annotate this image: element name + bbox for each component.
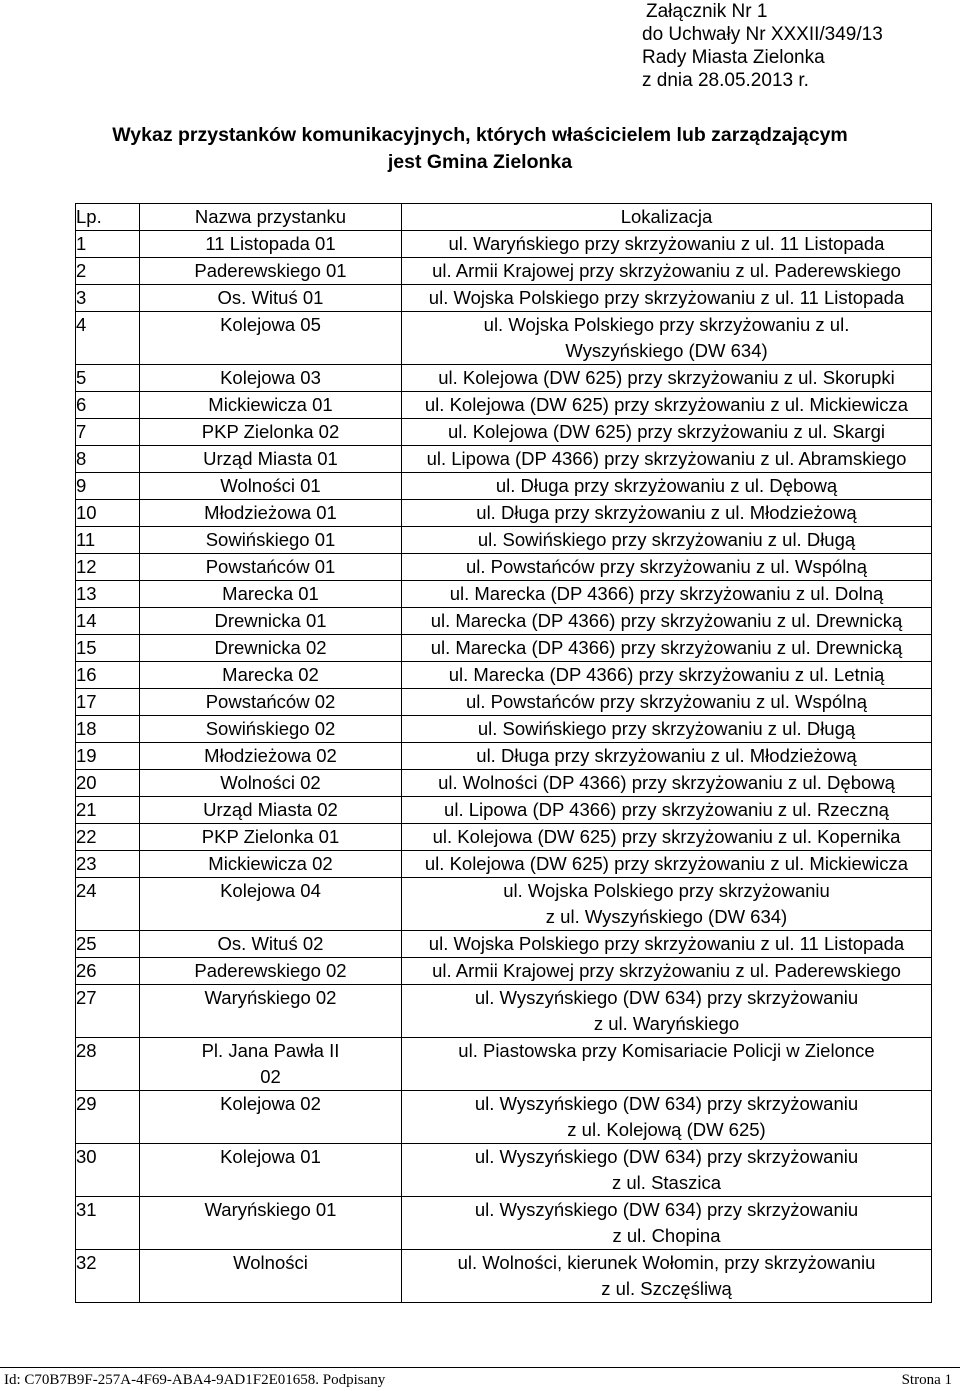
stop-location-line: ul. Powstańców przy skrzyżowaniu z ul. Wspólną [466, 556, 867, 577]
stop-location-line: ul. Kolejowa (DW 625) przy skrzyżowaniu z ul. Skargi [448, 421, 885, 442]
table-row [76, 1091, 932, 1144]
table-row [76, 285, 932, 312]
stop-location-line: z ul. Chopina [612, 1225, 721, 1246]
stop-name [140, 716, 402, 743]
stop-name [140, 635, 402, 662]
stop-location [402, 231, 932, 258]
document-title [40, 122, 920, 176]
stop-name-line: Os. Wituś 01 [217, 287, 324, 308]
table-row [76, 446, 932, 473]
stop-name-line: Kolejowa 04 [220, 880, 321, 901]
table-row [76, 689, 932, 716]
stop-location-line: ul. Kolejowa (DW 625) przy skrzyżowaniu z ul. Mickiewicza [424, 394, 909, 415]
stop-name-line: Os. Wituś 02 [217, 933, 324, 954]
row-number: 23 [76, 851, 140, 878]
table-row [76, 958, 932, 985]
stop-name-line: Marecka 01 [222, 583, 319, 604]
stop-name [140, 446, 402, 473]
row-number: 26 [76, 958, 140, 985]
stop-name-line: Pl. Jana Pawła II [201, 1040, 340, 1061]
stop-name-line: Urząd Miasta 02 [203, 799, 338, 820]
stop-location-line: z ul. Szczęśliwą [601, 1278, 732, 1299]
stop-location-line: ul. Wyszyńskiego (DW 634) przy skrzyżowaniu [474, 1146, 859, 1167]
row-number: 7 [76, 419, 140, 446]
stop-name-line: Wolności [233, 1252, 308, 1273]
stop-location-line: ul. Wolności (DP 4366) przy skrzyżowaniu z ul. Dębową [438, 772, 895, 793]
table-row [76, 878, 932, 931]
row-number: 1 [76, 231, 140, 258]
stop-location-line: ul. Kolejowa (DW 625) przy skrzyżowaniu z ul. Mickiewicza [424, 853, 909, 874]
stop-name [140, 662, 402, 689]
stop-location [402, 1091, 932, 1144]
row-number: 29 [76, 1091, 140, 1144]
stop-name [140, 312, 402, 365]
stop-location [402, 958, 932, 985]
page-number: Strona 1 [901, 1372, 952, 1388]
stop-location-line: Wyszyńskiego (DW 634) [565, 340, 768, 361]
row-number: 25 [76, 931, 140, 958]
stop-location-line: ul. Marecka (DP 4366) przy skrzyżowaniu z ul. Dolną [449, 583, 884, 604]
table-row [76, 312, 932, 365]
row-number: 2 [76, 258, 140, 285]
column-header-name: Nazwa przystanku [140, 204, 402, 231]
row-number: 16 [76, 662, 140, 689]
row-number: 19 [76, 743, 140, 770]
stop-name-line: Mickiewicza 02 [208, 853, 333, 874]
stop-name-line: Mickiewicza 01 [208, 394, 333, 415]
stop-name-line: Urząd Miasta 01 [203, 448, 338, 469]
stop-location-line: ul. Wyszyńskiego (DW 634) przy skrzyżowaniu [474, 1093, 859, 1114]
table-row [76, 851, 932, 878]
title-line: jest Gmina Zielonka [387, 151, 573, 173]
stop-location-line: ul. Marecka (DP 4366) przy skrzyżowaniu z ul. Drewnicką [430, 637, 903, 658]
stop-location-line: ul. Sowińskiego przy skrzyżowaniu z ul. Długą [477, 718, 856, 739]
stop-location-line: ul. Sowińskiego przy skrzyżowaniu z ul. Długą [477, 529, 856, 550]
stop-location-line: ul. Wojska Polskiego przy skrzyżowaniu z ul. [483, 314, 850, 335]
stop-name-line: Paderewskiego 01 [194, 260, 347, 281]
stop-location-line: ul. Wojska Polskiego przy skrzyżowaniu z ul. 11 Listopada [428, 287, 905, 308]
table-row [76, 1144, 932, 1197]
table-row [76, 419, 932, 446]
stop-name [140, 285, 402, 312]
stop-name-line: Powstańców 02 [205, 691, 336, 712]
stop-name [140, 1250, 402, 1303]
stop-location-line: ul. Kolejowa (DW 625) przy skrzyżowaniu z ul. Kopernika [432, 826, 901, 847]
table-row [76, 716, 932, 743]
row-number: 6 [76, 392, 140, 419]
stop-location [402, 689, 932, 716]
stop-name-line: PKP Zielonka 01 [201, 826, 340, 847]
table-row [76, 985, 932, 1038]
stop-name-line: Kolejowa 01 [220, 1146, 321, 1167]
table-row [76, 743, 932, 770]
table-row [76, 527, 932, 554]
attachment-line: Załącznik Nr 1 [646, 1, 768, 22]
table-body [76, 231, 932, 1303]
attachment-line: z dnia 28.05.2013 r. [642, 70, 809, 91]
stop-name-line: Waryńskiego 01 [204, 1199, 337, 1220]
attachment-line: Rady Miasta Zielonka [642, 47, 825, 68]
table-row [76, 1038, 932, 1091]
stop-name-line: Drewnicka 02 [214, 637, 327, 658]
stop-location [402, 473, 932, 500]
stop-location-line: ul. Długa przy skrzyżowaniu z ul. Młodzieżową [476, 745, 857, 766]
table-row [76, 662, 932, 689]
stop-location-line: ul. Marecka (DP 4366) przy skrzyżowaniu z ul. Letnią [448, 664, 885, 685]
stop-name [140, 824, 402, 851]
stop-name [140, 500, 402, 527]
stop-location-line: z ul. Waryńskiego [593, 1013, 740, 1034]
stop-location [402, 554, 932, 581]
stops-table [75, 203, 932, 1303]
row-number: 12 [76, 554, 140, 581]
stop-location [402, 1197, 932, 1250]
stop-location [402, 312, 932, 365]
stop-name [140, 258, 402, 285]
stop-name-line: Kolejowa 05 [220, 314, 321, 335]
stop-name [140, 527, 402, 554]
stop-location-line: ul. Wojska Polskiego przy skrzyżowaniu z ul. 11 Listopada [428, 933, 905, 954]
stop-name [140, 581, 402, 608]
stop-location-line: ul. Piastowska przy Komisariacie Policji w Zielonce [458, 1040, 875, 1061]
stop-location [402, 285, 932, 312]
stop-location [402, 581, 932, 608]
row-number: 4 [76, 312, 140, 365]
stop-location-line: ul. Wyszyńskiego (DW 634) przy skrzyżowaniu [474, 1199, 859, 1220]
stop-location [402, 716, 932, 743]
table-row [76, 258, 932, 285]
stop-location [402, 392, 932, 419]
stop-location [402, 797, 932, 824]
stop-name-line: Sowińskiego 01 [205, 529, 336, 550]
stop-location [402, 1250, 932, 1303]
stop-location-line: ul. Kolejowa (DW 625) przy skrzyżowaniu z ul. Skorupki [438, 367, 895, 388]
stop-name-line: PKP Zielonka 02 [201, 421, 340, 442]
stop-name [140, 1197, 402, 1250]
stop-location-line: ul. Armii Krajowej przy skrzyżowaniu z ul. Paderewskiego [432, 260, 901, 281]
row-number: 5 [76, 365, 140, 392]
row-number: 14 [76, 608, 140, 635]
table-row [76, 635, 932, 662]
row-number: 11 [76, 527, 140, 554]
row-number: 18 [76, 716, 140, 743]
stop-location [402, 743, 932, 770]
stop-location-line: ul. Długa przy skrzyżowaniu z ul. Młodzieżową [476, 502, 857, 523]
row-number: 27 [76, 985, 140, 1038]
footer [0, 1367, 960, 1391]
stop-name-line: Sowińskiego 02 [205, 718, 336, 739]
stop-location [402, 878, 932, 931]
stop-location [402, 258, 932, 285]
table-row [76, 824, 932, 851]
stop-location [402, 608, 932, 635]
table-header-row [76, 204, 932, 231]
table-row [76, 797, 932, 824]
stop-name-line: Wolności 02 [220, 772, 321, 793]
stop-name-line: Powstańców 01 [205, 556, 336, 577]
stop-location [402, 500, 932, 527]
column-header-lp: Lp. [76, 204, 140, 231]
document-id: Id: C70B7B9F-257A-4F69-ABA4-9AD1F2E01658. Podpisany [4, 1372, 386, 1388]
stop-name-line: Paderewskiego 02 [194, 960, 347, 981]
row-number: 21 [76, 797, 140, 824]
stop-name [140, 365, 402, 392]
row-number: 22 [76, 824, 140, 851]
stop-name-line: 11 Listopada 01 [205, 233, 336, 254]
stop-name [140, 1091, 402, 1144]
stop-location-line: z ul. Staszica [612, 1172, 721, 1193]
stop-location [402, 985, 932, 1038]
table-row [76, 931, 932, 958]
stop-name [140, 689, 402, 716]
stop-location-line: ul. Wojska Polskiego przy skrzyżowaniu [503, 880, 830, 901]
row-number: 9 [76, 473, 140, 500]
table-row [76, 1197, 932, 1250]
row-number: 17 [76, 689, 140, 716]
row-number: 10 [76, 500, 140, 527]
stop-location-line: z ul. Kolejową (DW 625) [567, 1119, 766, 1140]
stop-location [402, 419, 932, 446]
stop-location-line: ul. Wyszyńskiego (DW 634) przy skrzyżowaniu [474, 987, 859, 1008]
stop-name [140, 1144, 402, 1197]
row-number: 30 [76, 1144, 140, 1197]
row-number: 15 [76, 635, 140, 662]
stop-name [140, 1038, 402, 1091]
stop-location [402, 635, 932, 662]
stop-location [402, 365, 932, 392]
stop-name-line: Wolności 01 [220, 475, 321, 496]
title-line: Wykaz przystanków komunikacyjnych, których właścicielem lub zarządzającym [112, 124, 848, 146]
stop-name [140, 419, 402, 446]
stop-name [140, 743, 402, 770]
stop-name [140, 231, 402, 258]
stop-name [140, 770, 402, 797]
table-row [76, 1250, 932, 1303]
stop-name [140, 958, 402, 985]
row-number: 8 [76, 446, 140, 473]
stop-name [140, 878, 402, 931]
stop-location-line: ul. Lipowa (DP 4366) przy skrzyżowaniu z ul. Abramskiego [426, 448, 907, 469]
stop-location [402, 770, 932, 797]
row-number: 20 [76, 770, 140, 797]
attachment-line: do Uchwały Nr XXXII/349/13 [642, 24, 883, 45]
stop-name [140, 851, 402, 878]
stop-location [402, 446, 932, 473]
row-number: 31 [76, 1197, 140, 1250]
stop-name [140, 392, 402, 419]
stop-location-line: z ul. Wyszyńskiego (DW 634) [545, 906, 788, 927]
row-number: 28 [76, 1038, 140, 1091]
stop-name-line: Waryńskiego 02 [204, 987, 337, 1008]
stop-location-line: ul. Powstańców przy skrzyżowaniu z ul. Wspólną [466, 691, 867, 712]
row-number: 32 [76, 1250, 140, 1303]
row-number: 13 [76, 581, 140, 608]
table-row [76, 365, 932, 392]
stop-name [140, 473, 402, 500]
row-number: 24 [76, 878, 140, 931]
stop-name-line: Młodzieżowa 02 [204, 745, 337, 766]
stop-name-line: Drewnicka 01 [214, 610, 327, 631]
stop-name [140, 985, 402, 1038]
table-row [76, 231, 932, 258]
stop-name [140, 608, 402, 635]
table-row [76, 770, 932, 797]
stop-location [402, 1038, 932, 1091]
table-row [76, 554, 932, 581]
stop-location [402, 662, 932, 689]
stop-location [402, 931, 932, 958]
stop-name-line: Kolejowa 02 [220, 1093, 321, 1114]
attachment-header [642, 0, 942, 92]
stop-name-line: 02 [260, 1066, 281, 1087]
stop-location [402, 1144, 932, 1197]
stop-location-line: ul. Armii Krajowej przy skrzyżowaniu z ul. Paderewskiego [432, 960, 901, 981]
stop-name [140, 797, 402, 824]
stop-name-line: Młodzieżowa 01 [204, 502, 337, 523]
stop-location-line: ul. Waryńskiego przy skrzyżowaniu z ul. 11 Listopada [448, 233, 885, 254]
stop-name-line: Marecka 02 [222, 664, 319, 685]
stop-location-line: ul. Długa przy skrzyżowaniu z ul. Dębową [495, 475, 838, 496]
table-row [76, 392, 932, 419]
stop-name [140, 931, 402, 958]
table-row [76, 581, 932, 608]
stop-location-line: ul. Lipowa (DP 4366) przy skrzyżowaniu z ul. Rzeczną [444, 799, 889, 820]
stop-name-line: Kolejowa 03 [220, 367, 321, 388]
column-header-location: Lokalizacja [402, 204, 932, 231]
stop-name [140, 554, 402, 581]
table-row [76, 473, 932, 500]
stop-location-line: ul. Marecka (DP 4366) przy skrzyżowaniu z ul. Drewnicką [430, 610, 903, 631]
row-number: 3 [76, 285, 140, 312]
table-row [76, 608, 932, 635]
table-row [76, 500, 932, 527]
stop-location [402, 824, 932, 851]
stop-location [402, 851, 932, 878]
stop-location-line: ul. Wolności, kierunek Wołomin, przy skrzyżowaniu [457, 1252, 876, 1273]
stop-location [402, 527, 932, 554]
